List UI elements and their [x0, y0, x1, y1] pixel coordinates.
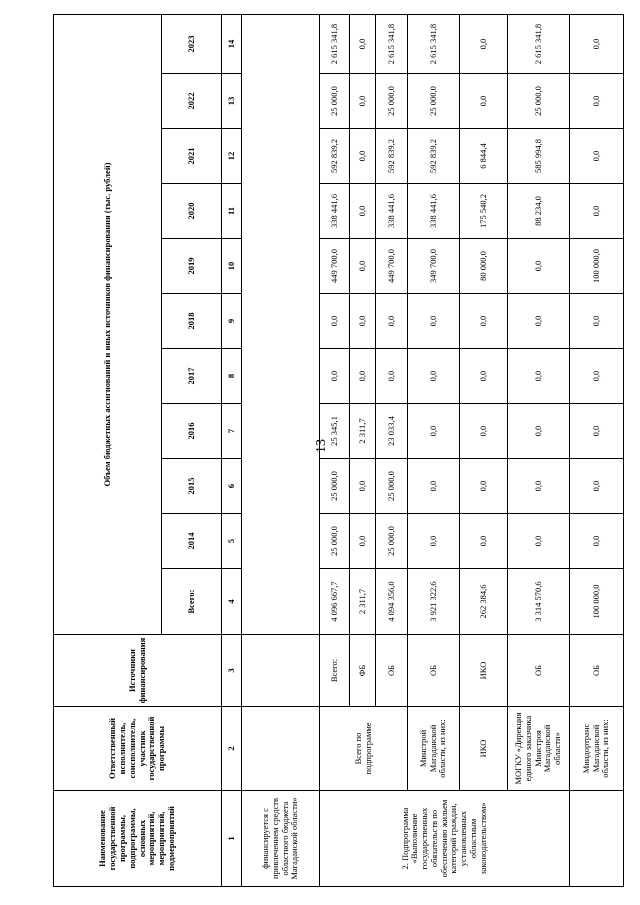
- table-row: [242, 14, 320, 886]
- cell-value: 0,0: [376, 294, 408, 349]
- column-number-row: [222, 14, 242, 886]
- cell-value: 0,0: [508, 514, 570, 569]
- header-year: 2020: [162, 184, 222, 239]
- cell-value: 0,0: [350, 239, 376, 294]
- cell-value: 0,0: [350, 74, 376, 129]
- cell-value: 23 033,4: [376, 404, 408, 459]
- cell-value: 100 000,0: [570, 569, 624, 635]
- header-name: Наименование государственной программы, подпрограммы, основных мероприятий, мероприятий, подмероприятий: [54, 791, 222, 887]
- cell-value: 585 994,8: [508, 129, 570, 184]
- cell-value: 25 000,0: [320, 514, 350, 569]
- col-num: 1: [222, 791, 242, 887]
- cell-value: 0,0: [460, 349, 508, 404]
- cell-value: 2 615 341,8: [508, 14, 570, 73]
- table-row: [408, 14, 460, 886]
- cell-value: 0,0: [508, 349, 570, 404]
- table-row: [320, 14, 350, 886]
- cell-value: 0,0: [408, 294, 460, 349]
- cell-value: 449 700,0: [376, 239, 408, 294]
- cell-value: 0,0: [570, 459, 624, 514]
- cell-value: 2 311,7: [350, 569, 376, 635]
- cell-value: 338 441,6: [376, 184, 408, 239]
- cell-value: 25 000,0: [320, 459, 350, 514]
- cell-value: 0,0: [376, 349, 408, 404]
- cell-value: 0,0: [508, 404, 570, 459]
- cell-value: 262 384,6: [460, 569, 508, 635]
- cell-value: 0,0: [508, 459, 570, 514]
- cell-value: 0,0: [350, 514, 376, 569]
- cell-value: 25 000,0: [408, 74, 460, 129]
- cell-value: 349 700,0: [408, 239, 460, 294]
- header-year: 2016: [162, 404, 222, 459]
- cell-value: 4 094 356,0: [376, 569, 408, 635]
- cell-value: 2 615 341,8: [376, 14, 408, 73]
- cell-value: 25 000,0: [320, 74, 350, 129]
- cell-value: 2 615 341,8: [320, 14, 350, 73]
- cell-value: 88 234,0: [508, 184, 570, 239]
- header-year: 2023: [162, 14, 222, 73]
- cell-value: 0,0: [460, 404, 508, 459]
- cell-value: 0,0: [460, 14, 508, 73]
- col-num: 5: [222, 514, 242, 569]
- header-source: Источники финансирования: [54, 635, 222, 707]
- col-num: 11: [222, 184, 242, 239]
- cell-value: 25 000,0: [376, 459, 408, 514]
- header-year: 2018: [162, 294, 222, 349]
- row-executor: Минстрой Магаданской области, из них:: [408, 707, 460, 791]
- header-year: 2021: [162, 129, 222, 184]
- row-source: Всего:: [320, 635, 350, 707]
- header-year: 2017: [162, 349, 222, 404]
- cell-value: 2 311,7: [350, 404, 376, 459]
- col-num: 3: [222, 635, 242, 707]
- col-num: 2: [222, 707, 242, 791]
- cell-value: 0,0: [320, 294, 350, 349]
- page-number: 13: [314, 439, 329, 453]
- cell-value: 25 000,0: [508, 74, 570, 129]
- rotated-table-container: [53, 15, 611, 887]
- table-row: [460, 14, 508, 886]
- cell-value: 0,0: [320, 349, 350, 404]
- cell-value: 0,0: [460, 514, 508, 569]
- cell-value: 0,0: [350, 184, 376, 239]
- cell-value: 100 000,0: [570, 239, 624, 294]
- cell-value: 0,0: [350, 459, 376, 514]
- cell-value: 175 540,2: [460, 184, 508, 239]
- cell-value: 0,0: [570, 349, 624, 404]
- cell-value: 0,0: [570, 74, 624, 129]
- col-num: 6: [222, 459, 242, 514]
- col-num: 10: [222, 239, 242, 294]
- cell-value: 0,0: [508, 294, 570, 349]
- header-funding: Объем бюджетных ассигнований и иных источников финансирования (тыс. рублей): [54, 14, 162, 634]
- cell-value: 0,0: [570, 129, 624, 184]
- row-source: ОБ: [408, 635, 460, 707]
- cell-value: 0,0: [460, 294, 508, 349]
- cell-value: 0,0: [350, 294, 376, 349]
- col-num: 14: [222, 14, 242, 73]
- col-num: 8: [222, 349, 242, 404]
- cell-value: 80 000,0: [460, 239, 508, 294]
- header-year: 2014: [162, 514, 222, 569]
- header-year: 2015: [162, 459, 222, 514]
- cell-value: 592 839,2: [408, 129, 460, 184]
- cell-value: 592 839,2: [376, 129, 408, 184]
- header-year: 2019: [162, 239, 222, 294]
- cell-value: 0,0: [570, 184, 624, 239]
- col-num: 4: [222, 569, 242, 635]
- header-total: Всего:: [162, 569, 222, 635]
- cell-value: 338 441,6: [320, 184, 350, 239]
- cell-value: 25 345,1: [320, 404, 350, 459]
- col-num: 7: [222, 404, 242, 459]
- cell-value: 338 441,6: [408, 184, 460, 239]
- cell-value: 0,0: [350, 14, 376, 73]
- cell-value: 0,0: [408, 514, 460, 569]
- col-num: 13: [222, 74, 242, 129]
- cell-value: 3 314 570,6: [508, 569, 570, 635]
- row-source: ОБ: [508, 635, 570, 707]
- cell-value: 0,0: [460, 74, 508, 129]
- cell-value: 0,0: [408, 349, 460, 404]
- cell-value: 0,0: [460, 459, 508, 514]
- col-num: 12: [222, 129, 242, 184]
- table-row: [570, 14, 624, 886]
- row-source: ФБ: [350, 635, 376, 707]
- cell-value: 0,0: [508, 239, 570, 294]
- row-name: финансируется с привлечением средств областного бюджета Магаданской области»: [242, 791, 320, 887]
- row-executor: ИКО: [460, 707, 508, 791]
- cell-value: 6 844,4: [460, 129, 508, 184]
- cell-value: 25 000,0: [376, 74, 408, 129]
- cell-value: 0,0: [570, 404, 624, 459]
- cell-value: 25 000,0: [376, 514, 408, 569]
- row-executor: Миндортранс Магаданской области, из них:: [570, 707, 624, 791]
- row-source: ОБ: [570, 635, 624, 707]
- cell-value: 449 700,0: [320, 239, 350, 294]
- cell-value: 0,0: [570, 294, 624, 349]
- cell-value: 0,0: [570, 14, 624, 73]
- row-source: ОБ: [376, 635, 408, 707]
- row-name: 2. Подпрограмма «Выполнение государственных обязательств по обеспечению жильем категорий граждан, установленных областным законодательством»: [320, 791, 570, 887]
- cell-value: 592 839,2: [320, 129, 350, 184]
- cell-value: 4 096 667,7: [320, 569, 350, 635]
- header-executor: Ответственный исполнитель, соисполнитель, участник государственной программы: [54, 707, 222, 791]
- cell-value: 3 921 322,6: [408, 569, 460, 635]
- cell-value: 0,0: [408, 459, 460, 514]
- cell-value: 0,0: [350, 349, 376, 404]
- row-source: ИКО: [460, 635, 508, 707]
- row-executor: МОГКУ «Дирекция единого заказчика Минстроя Магаданской области»: [508, 707, 570, 791]
- table-row: [508, 14, 570, 886]
- header-year: 2022: [162, 74, 222, 129]
- cell-value: 0,0: [570, 514, 624, 569]
- cell-value: 2 615 341,8: [408, 14, 460, 73]
- funding-table: [53, 14, 624, 887]
- row-executor: Всего по подпрограмме: [320, 707, 408, 791]
- cell-value: 0,0: [350, 129, 376, 184]
- col-num: 9: [222, 294, 242, 349]
- cell-value: 0,0: [408, 404, 460, 459]
